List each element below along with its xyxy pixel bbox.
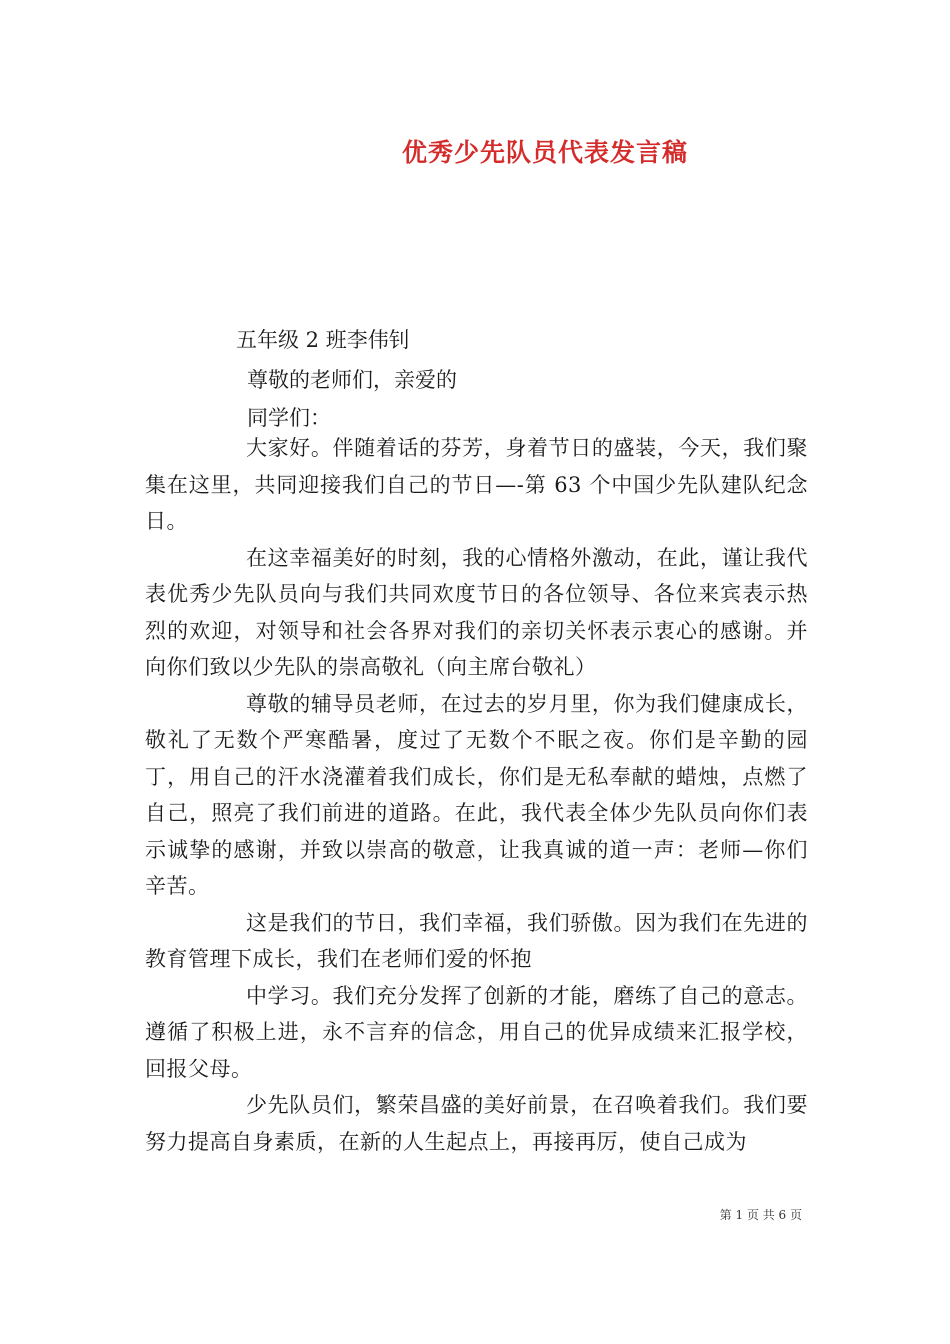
paragraph: 在这幸福美好的时刻，我的心情格外激动，在此，谨让我代表优秀少先队员向与我们共同欢度节日的各位领导、各位来宾表示热烈的欢迎，对领导和社会各界对我们的亲切关怀表示衷心的感谢。并向你们致以少先队的崇高敬礼（向主席台敬礼） [145, 545, 808, 679]
paragraph: 少先队员们，繁荣昌盛的美好前景，在召唤着我们。我们要努力提高自身素质，在新的人生起点上，再接再厉，使自己成为 [145, 1093, 808, 1154]
page-number: 第 1 页 共 6 页 [719, 1208, 802, 1222]
paragraph: 中学习。我们充分发挥了创新的才能，磨练了自己的意志。遵循了积极上进，永不言弃的信念，用自己的优异成绩来汇报学校，回报父母。 [145, 983, 808, 1081]
document-title: 优秀少先队员代表发言稿 [401, 138, 688, 167]
paragraph: 大家好。伴随着话的芬芳，身着节日的盛装，今天，我们聚集在这里，共同迎接我们自己的节日—-第 63 个中国少先队建队纪念日。 [145, 436, 808, 533]
speech-body [145, 430, 808, 1160]
salutation-line-1: 尊敬的老师们，亲爱的 [247, 368, 457, 392]
paragraph: 尊敬的辅导员老师，在过去的岁月里，你为我们健康成长，敬礼了无数个严寒酷暑，度过了无数个不眠之夜。你们是辛勤的园丁，用自己的汗水浇灌着我们成长，你们是无私奉献的蜡烛，点燃了自己，照亮了我们前进的道路。在此，我代表全体少先队员向你们表示诚挚的感谢，并致以崇高的敬意，让我真诚的道一声：老师—你们辛苦。 [145, 691, 808, 898]
author-line: 五年级 2 班李伟钊 [236, 328, 410, 352]
salutation-line-2: 同学们： [247, 406, 331, 430]
paragraph: 这是我们的节日，我们幸福，我们骄傲。因为我们在先进的教育管理下成长，我们在老师们爱的怀抱 [145, 910, 808, 971]
